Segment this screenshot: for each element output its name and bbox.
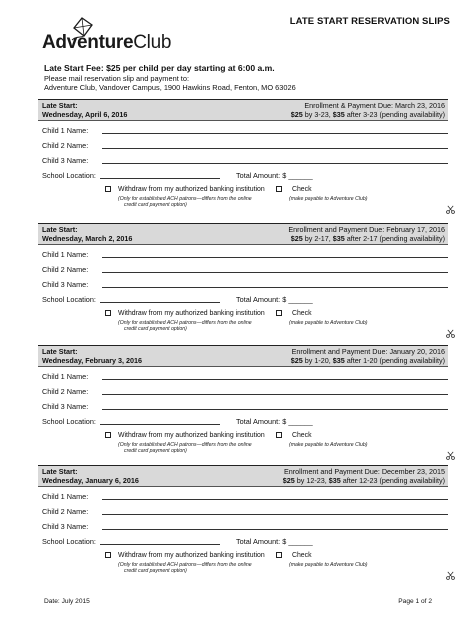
child3-label: Child 3 Name: (42, 522, 89, 531)
slip-date-block (42, 225, 132, 244)
price-early: $25 (290, 110, 303, 120)
slip-due-block (288, 225, 445, 244)
check-checkbox[interactable] (276, 552, 282, 558)
withdraw-note-line1: (Only for established ACH patrons—differs from the online (118, 196, 252, 202)
withdraw-label: Withdraw from my authorized banking institution (118, 310, 265, 317)
school-label: School Location: (42, 417, 96, 426)
fee-text: Late Start Fee: $25 per child per day starting at 6:00 a.m. (44, 63, 275, 73)
price-late: $35 (332, 234, 345, 244)
child3-label: Child 3 Name: (42, 280, 89, 289)
child1-label: Child 1 Name: (42, 250, 89, 259)
school-location-field[interactable] (100, 544, 220, 545)
pricing (291, 356, 445, 365)
scissors-icon (446, 329, 455, 338)
brand-logo (38, 16, 178, 56)
scissors-icon (446, 451, 455, 460)
withdraw-note-line2: credit card payment option) (124, 568, 187, 575)
check-checkbox[interactable] (276, 310, 282, 316)
check-checkbox[interactable] (276, 432, 282, 438)
child3-name-field[interactable] (102, 287, 448, 288)
slip-due-block (283, 467, 445, 486)
child1-label: Child 1 Name: (42, 372, 89, 381)
child2-name-field[interactable] (102, 514, 448, 515)
child2-label: Child 2 Name: (42, 265, 89, 274)
price-late-note: after 3-23 (pending availability) (344, 110, 445, 120)
price-early: $25 (290, 234, 303, 244)
reservation-slip (38, 465, 448, 577)
withdraw-note (118, 562, 252, 575)
withdraw-note (118, 442, 252, 455)
price-late: $35 (332, 356, 345, 366)
brand-name-bold: Adventure (42, 32, 134, 53)
price-late: $35 (332, 110, 345, 120)
withdraw-note-line1: (Only for established ACH patrons—differs from the online (118, 320, 252, 326)
price-late-note: after 2-17 (pending availability) (344, 234, 445, 244)
pricing (288, 234, 445, 243)
school-location-field[interactable] (100, 178, 220, 179)
reservation-slip (38, 223, 448, 335)
mail-instructions: Please mail reservation slip and payment to: (44, 74, 190, 83)
withdraw-note-line2: credit card payment option) (124, 326, 187, 333)
withdraw-note (118, 196, 252, 209)
total-amount-label: Total Amount: $ ______ (236, 295, 313, 304)
child1-label: Child 1 Name: (42, 492, 89, 501)
total-amount-label: Total Amount: $ ______ (236, 417, 313, 426)
slip-date: Wednesday, March 2, 2016 (42, 234, 133, 244)
brand-name (42, 32, 171, 54)
child2-name-field[interactable] (102, 272, 448, 273)
price-early-deadline: by 3-23, (302, 110, 333, 120)
withdraw-checkbox[interactable] (105, 432, 111, 438)
school-location-field[interactable] (100, 302, 220, 303)
late-start-label: Late Start: (42, 225, 78, 234)
check-checkbox[interactable] (276, 186, 282, 192)
price-early: $25 (290, 356, 303, 366)
footer-page: Page 1 of 2 (398, 598, 432, 605)
child3-label: Child 3 Name: (42, 156, 89, 165)
check-note: (make payable to Adventure Club) (289, 562, 368, 568)
price-late: $35 (328, 476, 341, 486)
child1-name-field[interactable] (102, 499, 448, 500)
scissors-icon (446, 571, 455, 580)
child1-name-field[interactable] (102, 257, 448, 258)
brand-name-light: Club (133, 32, 172, 53)
withdraw-note-line2: credit card payment option) (124, 448, 187, 455)
slip-header (38, 100, 448, 121)
slip-date-block (42, 347, 142, 366)
child2-label: Child 2 Name: (42, 507, 89, 516)
child3-name-field[interactable] (102, 529, 448, 530)
price-early-deadline: by 12-23, (294, 476, 329, 486)
slip-date-block (42, 467, 139, 486)
page-title: LATE START RESERVATION SLIPS (289, 16, 450, 27)
withdraw-label: Withdraw from my authorized banking institution (118, 432, 265, 439)
reservation-slip (38, 345, 448, 457)
pricing (291, 110, 445, 119)
pricing (283, 476, 445, 485)
withdraw-note-line1: (Only for established ACH patrons—differs from the online (118, 562, 252, 568)
check-label: Check (292, 552, 312, 559)
check-note: (make payable to Adventure Club) (289, 320, 368, 326)
late-start-label: Late Start: (42, 467, 78, 476)
slip-header (38, 466, 448, 487)
withdraw-label: Withdraw from my authorized banking institution (118, 186, 265, 193)
child1-name-field[interactable] (102, 379, 448, 380)
price-early-deadline: by 1-20, (302, 356, 333, 366)
payment-due: Enrollment & Payment Due: March 23, 2016 (304, 101, 445, 110)
slip-due-block (291, 101, 445, 120)
slip-date: Wednesday, February 3, 2016 (42, 356, 143, 366)
child1-name-field[interactable] (102, 133, 448, 134)
total-amount-label: Total Amount: $ ______ (236, 171, 313, 180)
school-label: School Location: (42, 171, 96, 180)
slip-date-block (42, 101, 127, 120)
footer-date: Date: July 2015 (44, 598, 90, 605)
child2-name-field[interactable] (102, 148, 448, 149)
slip-due-block (291, 347, 445, 366)
child3-label: Child 3 Name: (42, 402, 89, 411)
late-start-label: Late Start: (42, 101, 78, 110)
check-label: Check (292, 432, 312, 439)
slip-header (38, 346, 448, 367)
withdraw-note (118, 320, 252, 333)
child2-name-field[interactable] (102, 394, 448, 395)
intro-block (44, 63, 450, 93)
price-early: $25 (282, 476, 295, 486)
withdraw-note-line1: (Only for established ACH patrons—differs from the online (118, 442, 252, 448)
price-late-note: after 12-23 (pending availability) (340, 476, 445, 486)
check-note: (make payable to Adventure Club) (289, 442, 368, 448)
withdraw-checkbox[interactable] (105, 310, 111, 316)
price-early-deadline: by 2-17, (302, 234, 333, 244)
slip-date: Wednesday, January 6, 2016 (42, 476, 139, 486)
child2-label: Child 2 Name: (42, 141, 89, 150)
child1-label: Child 1 Name: (42, 126, 89, 135)
check-note: (make payable to Adventure Club) (289, 196, 368, 202)
payment-due: Enrollment and Payment Due: February 17, 2016 (288, 225, 445, 234)
scissors-icon (446, 205, 455, 214)
check-label: Check (292, 310, 312, 317)
reservation-slip (38, 99, 448, 211)
child3-name-field[interactable] (102, 163, 448, 164)
check-label: Check (292, 186, 312, 193)
price-late-note: after 1-20 (pending availability) (344, 356, 445, 366)
child3-name-field[interactable] (102, 409, 448, 410)
payment-due: Enrollment and Payment Due: January 20, 2016 (291, 347, 445, 356)
school-label: School Location: (42, 537, 96, 546)
slip-header (38, 224, 448, 245)
payment-due: Enrollment and Payment Due: December 23, 2015 (283, 467, 445, 476)
withdraw-checkbox[interactable] (105, 552, 111, 558)
child2-label: Child 2 Name: (42, 387, 89, 396)
withdraw-note-line2: credit card payment option) (124, 202, 187, 209)
total-amount-label: Total Amount: $ ______ (236, 537, 313, 546)
withdraw-label: Withdraw from my authorized banking institution (118, 552, 265, 559)
slip-date: Wednesday, April 6, 2016 (42, 110, 128, 120)
school-label: School Location: (42, 295, 96, 304)
withdraw-checkbox[interactable] (105, 186, 111, 192)
mail-address: Adventure Club, Vandover Campus, 1900 Hawkins Road, Fenton, MO 63026 (44, 83, 296, 93)
late-start-label: Late Start: (42, 347, 78, 356)
school-location-field[interactable] (100, 424, 220, 425)
